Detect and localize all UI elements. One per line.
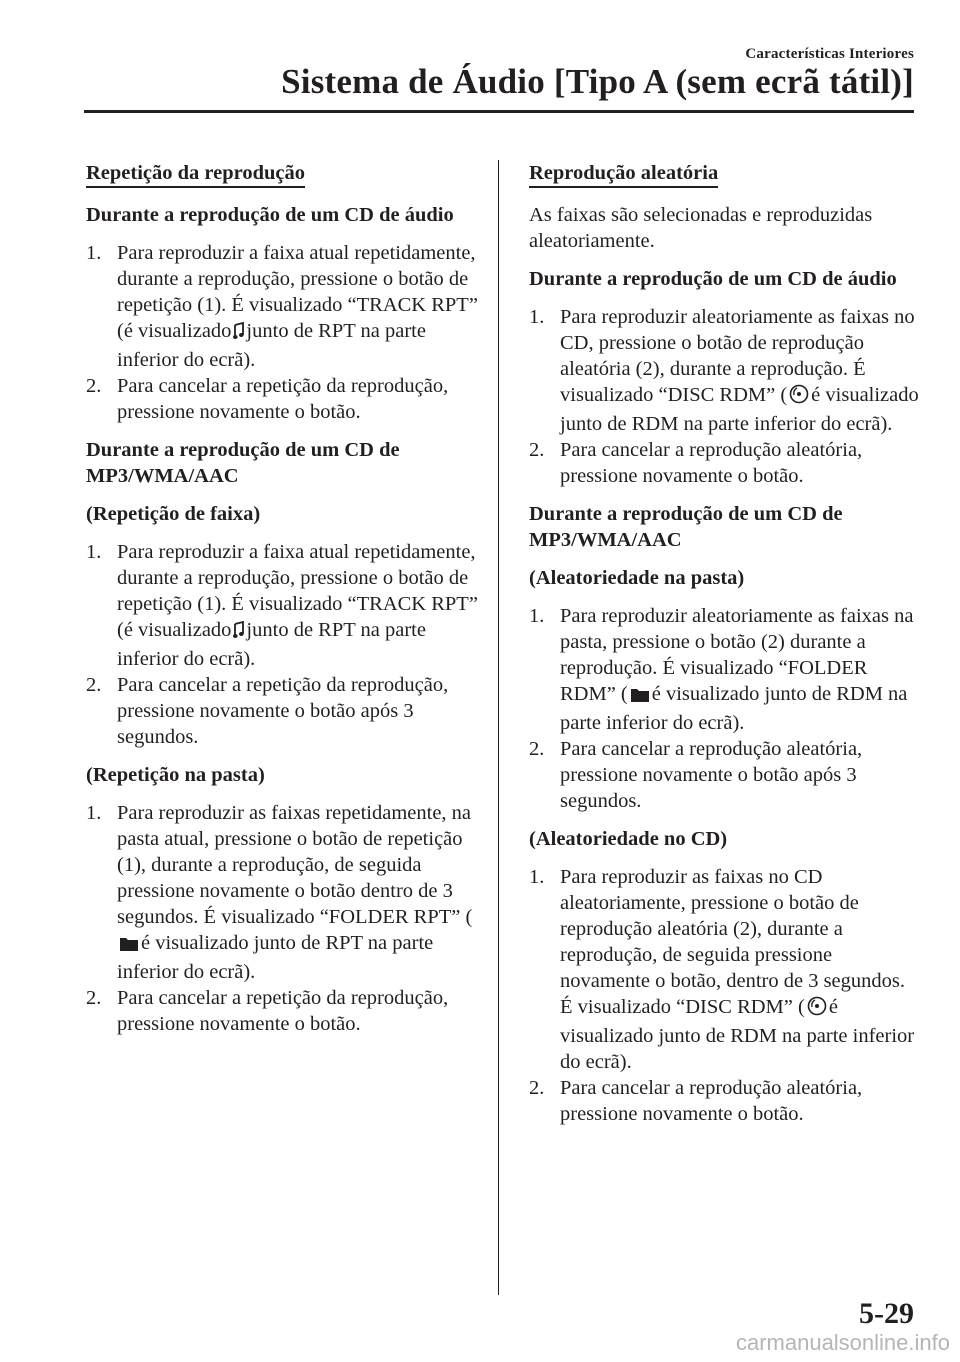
random-intro: As faixas são selecionadas e reproduzidas aleatoriamente. (529, 204, 873, 252)
list-item: 2. Para cancelar a repetição da reprodução, pressione novamente o botão após 3 segundos. (86, 674, 449, 748)
folder-icon (630, 684, 650, 710)
folder-repeat-heading: (Repetição na pasta) (86, 764, 265, 786)
watermark: carmanualsonline.info (735, 1330, 950, 1355)
list-item: 2. Para cancelar a reprodução aleatória, pressione novamente o botão. (529, 439, 863, 487)
list-item: 1. Para reproduzir aleatoriamente as faixas na pasta, pressione o botão (2) durante a reprodução. É visualizado “FOLDER RDM” ( é visualizado junto de RDM na parte inferior do ecrã). (529, 605, 914, 734)
cd-random-heading: (Aleatoriedade no CD) (529, 828, 728, 850)
folder-repeat-steps (86, 800, 481, 1037)
disc-icon (807, 996, 827, 1023)
page-number: 5-29 (859, 1297, 914, 1330)
right-column (529, 160, 919, 1139)
disc-icon (789, 384, 809, 411)
folder-icon (119, 933, 139, 959)
list-item: 1. Para reproduzir a faixa atual repetidamente, durante a reprodução, pressione o botão de repetição (1). É visualizado “TRACK RPT” (é visualizado junto de RPT na parte inferior do ecrã). (86, 541, 478, 670)
column-divider (498, 160, 499, 1295)
list-item: 1. Para reproduzir aleatoriamente as faixas no CD, pressione o botão de reprodução aleatória (2), durante a reprodução. É visualizado “DISC RDM” ( é visualizado junto de RDM na parte inferior do ecrã). (529, 306, 919, 435)
track-repeat-steps (86, 539, 481, 750)
note-icon (233, 321, 244, 347)
section-label: Características Interiores (745, 46, 914, 62)
cd-random-steps (529, 864, 919, 1127)
list-item: 1. Para reproduzir a faixa atual repetidamente, durante a reprodução, pressione o botão de repetição (1). É visualizado “TRACK RPT” (é visualizado junto de RPT na parte inferior do ecrã). (86, 242, 478, 371)
list-item: 2. Para cancelar a repetição da reprodução, pressione novamente o botão. (86, 375, 449, 423)
note-icon (233, 620, 244, 646)
repeat-section-title: Repetição da reprodução (86, 160, 305, 188)
cd-audio-heading: Durante a reprodução de um CD de áudio (529, 268, 897, 290)
mp3-heading: Durante a reprodução de um CD de MP3/WMA/AAC (86, 439, 400, 487)
track-repeat-heading: (Repetição de faixa) (86, 503, 261, 525)
page-title: Sistema de Áudio [Tipo A (sem ecrã tátil)] (281, 62, 914, 101)
cd-audio-steps (86, 240, 481, 425)
header-rule (84, 110, 914, 113)
list-item: 2. Para cancelar a repetição da reprodução, pressione novamente o botão. (86, 987, 449, 1035)
list-item: 2. Para cancelar a reprodução aleatória, pressione novamente o botão após 3 segundos. (529, 738, 863, 812)
list-item: 1. Para reproduzir as faixas no CD aleatoriamente, pressione o botão de reprodução aleatória (2), durante a reprodução, de seguida pressione novamente o botão, dentro de 3 segundos. É visualizado “DISC RDM” ( é visualizado junto de RDM na parte inferior do ecrã). (529, 866, 915, 1073)
folder-random-steps (529, 603, 919, 814)
mp3-heading: Durante a reprodução de um CD de MP3/WMA/AAC (529, 503, 843, 551)
cd-audio-heading: Durante a reprodução de um CD de áudio (86, 204, 454, 226)
list-item: 1. Para reproduzir as faixas repetidamente, na pasta atual, pressione o botão de repetição (1), durante a reprodução, de seguida pressione novamente o botão dentro de 3 segundos. É visualizado “FOLDER RPT” (é visualizado junto de RPT na parte inferior do ecrã). (86, 802, 473, 983)
list-item: 2. Para cancelar a reprodução aleatória, pressione novamente o botão. (529, 1077, 863, 1125)
cd-audio-random-steps (529, 304, 919, 489)
random-section-title: Reprodução aleatória (529, 160, 718, 188)
folder-random-heading: (Aleatoriedade na pasta) (529, 567, 745, 589)
left-column (86, 160, 481, 1049)
